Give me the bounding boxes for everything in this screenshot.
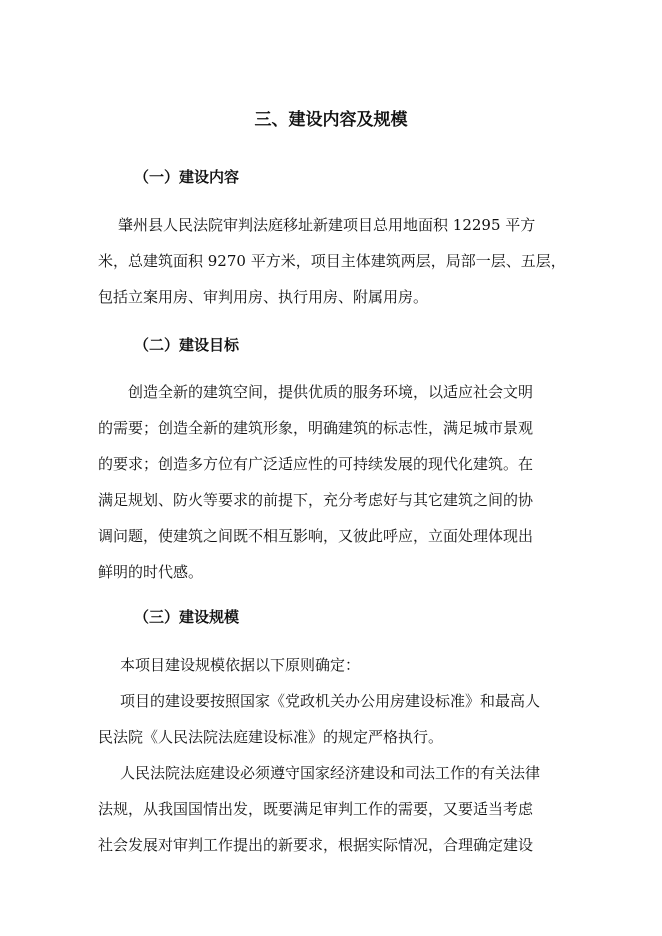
paragraph-line: 民法院《人民法院法庭建设标准》的规定严格执行。 (98, 728, 444, 746)
paragraph-line: 的要求；创造多方位有广泛适应性的可持续发展的现代化建筑。在 (98, 455, 534, 473)
section-heading-content: （一）建设内容 (134, 168, 240, 186)
paragraph-line: 项目的建设要按照国家《党政机关办公用房建设标准》和最高人 (120, 692, 541, 710)
paragraph-line: 本项目建设规模依据以下原则确定： (120, 656, 361, 674)
paragraph-line: 米，总建筑面积 9270 平方米，项目主体建筑两层，局部一层、五层， (98, 252, 566, 270)
paragraph-line: 满足规划、防火等要求的前提下，充分考虑好与其它建筑之间的协 (98, 491, 534, 509)
section-heading-goal: （二）建设目标 (134, 336, 240, 354)
page-title: 三、建设内容及规模 (254, 110, 408, 130)
paragraph-line: 调问题，使建筑之间既不相互影响，又彼此呼应，立面处理体现出 (98, 527, 534, 545)
paragraph-line: 肇州县人民法院审判法庭移址新建项目总用地面积 12295 平方 (118, 216, 536, 234)
paragraph-line: 法规，从我国国情出发，既要满足审判工作的需要，又要适当考虑 (98, 800, 534, 818)
paragraph-line: 包括立案用房、审判用房、执行用房、附属用房。 (98, 288, 429, 306)
paragraph-line: 鲜明的时代感。 (98, 563, 204, 581)
paragraph-line: 社会发展对审判工作提出的新要求，根据实际情况，合理确定建设 (98, 836, 534, 854)
paragraph-line: 人民法院法庭建设必须遵守国家经济建设和司法工作的有关法律 (120, 764, 541, 782)
paragraph-line: 的需要；创造全新的建筑形象，明确建筑的标志性，满足城市景观 (98, 419, 534, 437)
paragraph-line: 创造全新的建筑空间，提供优质的服务环境，以适应社会文明 (128, 383, 534, 401)
section-heading-scale: （三）建设规模 (134, 608, 240, 626)
